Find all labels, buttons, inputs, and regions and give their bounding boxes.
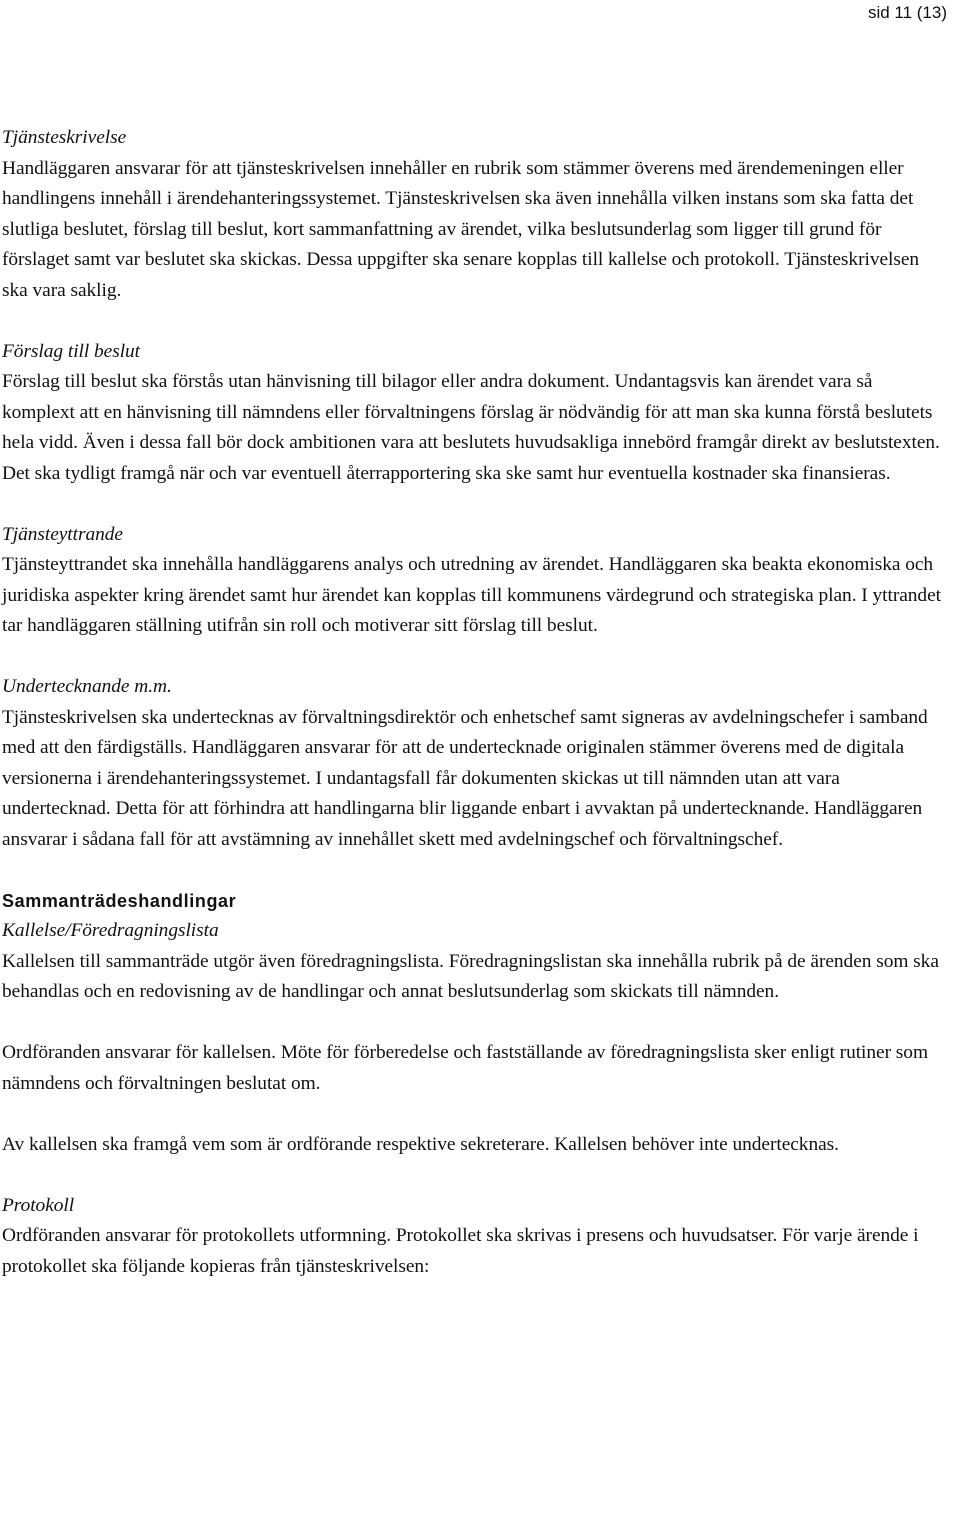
paragraph-tjansteyttrande: Tjänsteyttrandet ska innehålla handläggarens analys och utredning av ärendet. Handläggaren ska beakta ekonomiska och juridiska aspekter kring ärendet samt hur ärendet kan kopplas till kommunens värdegrund och strategiska plan. I yttrandet tar handläggaren ställning utifrån sin roll och motiverar sitt förslag till beslut. [2,554,941,636]
paragraph-undertecknande: Tjänsteskrivelsen ska undertecknas av förvaltningsdirektör och enhetschef samt signeras av avdelningschefer i samband med att den färdigställs. Handläggaren ansvarar för att de undertecknade originalen stämmer överens med de digitala versionerna i ärendehanteringssystemet. I undantagsfall får dokumenten skickas ut till nämnden utan att vara undertecknad. Detta för att förhindra att handlingarna blir liggande enbart i avvaktan på undertecknande. Handläggaren ansvarar i sådana fall för att avstämning av innehållet skett med avdelningschef och förvaltningschef. [2,706,928,850]
section-undertecknande [2,672,947,855]
paragraph-protokoll: Ordföranden ansvarar för protokollets utformning. Protokollet ska skrivas i presens och huvudsatser. För varje ärende i protokollet ska följande kopieras från tjänsteskrivelsen: [2,1225,919,1277]
section-title-sammantradeshandlingar: Sammanträdeshandlingar [2,890,237,911]
heading-tjansteyttrande: Tjänsteyttrande [2,523,123,545]
heading-protokoll: Protokoll [2,1194,75,1216]
section-protokoll [2,1191,947,1283]
page-number: sid 11 (13) [867,3,947,22]
heading-undertecknande: Undertecknande m.m. [2,676,172,697]
section-tjansteyttrande [2,520,947,642]
heading-tjansteskrivelse: Tjänsteskrivelse [2,127,127,148]
paragraph-forslag-till-beslut: Förslag till beslut ska förstås utan hänvisning till bilagor eller andra dokument. Undantagsvis kan ärendet vara så komplext att en hänvisning till nämndens eller förvaltningens förslag är nödvändig för att man ska kunna förstå beslutets hela vidd. Även i dessa fall bör dock ambitionen vara att beslutets huvudsakliga innebörd framgår direkt av beslutstexten. Det ska tydligt framgå när och var eventuell återrapportering ska ske samt hur eventuella kostnader ska finansieras. [2,371,940,484]
document-body [2,123,947,1313]
section-forslag-till-beslut [2,337,947,490]
paragraph-kallelse-2: Ordföranden ansvarar för kallelsen. Möte för förberedelse och fastställande av föredragningslista sker enligt rutiner som nämndens och förvaltningen beslutat om. [2,1042,928,1094]
heading-kallelse: Kallelse/Föredragningslista [2,920,219,941]
paragraph-kallelse-3: Av kallelsen ska framgå vem som är ordförande respektive sekreterare. Kallelsen behöver inte undertecknas. [2,1133,839,1155]
section-tjansteskrivelse [2,123,947,306]
section-kallelse-3 [2,1130,947,1161]
section-kallelse-2 [2,1038,947,1099]
paragraph-tjansteskrivelse: Handläggaren ansvarar för att tjänsteskrivelsen innehåller en rubrik som stämmer överens med ärendemeningen eller handlingens innehåll i ärendehanteringssystemet. Tjänsteskrivelsen ska även innehålla vilken instans som ska fatta det slutliga beslutet, förslag till beslut, kort sammanfattning av ärendet, vilka beslutsunderlag som ligger till grund för förslaget samt var beslutet ska skickas. Dessa uppgifter ska senare kopplas till kallelse och protokoll. Tjänsteskrivelsen ska vara saklig. [2,157,920,301]
section-sammantradeshandlingar [2,886,947,1008]
paragraph-kallelse-1: Kallelsen till sammanträde utgör även föredragningslista. Föredragningslistan ska innehålla rubrik på de ärenden som ska behandlas och en redovisning av de handlingar och annat beslutsunderlag som skickats till nämnden. [2,950,939,1002]
heading-forslag-till-beslut: Förslag till beslut [2,340,141,362]
